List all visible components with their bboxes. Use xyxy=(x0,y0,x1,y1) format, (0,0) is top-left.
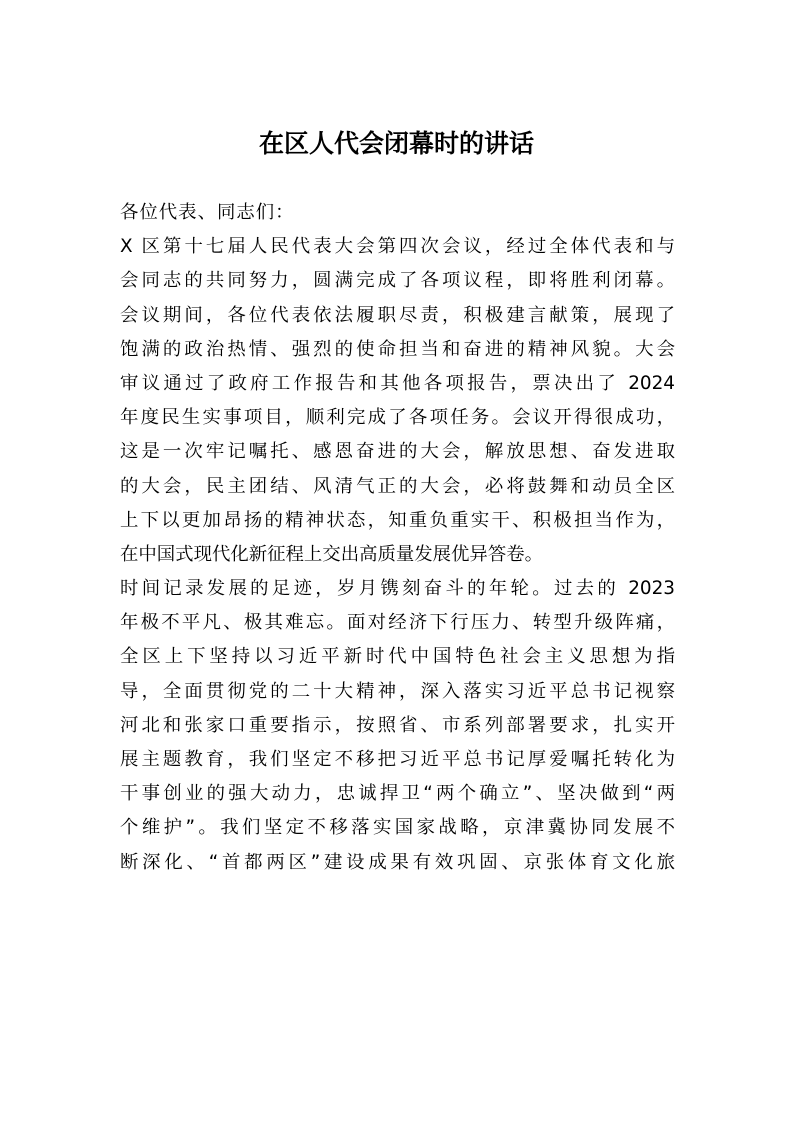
text-line: 干事创业的强大动力，忠诚捍卫“两个确立”、坚决做到“两 xyxy=(120,783,675,805)
text-line: 导，全面贯彻党的二十大精神，深入落实习近平总书记视察 xyxy=(120,680,675,702)
text-line: 在中国式现代化新征程上交出高质量发展优异答卷。 xyxy=(120,543,543,565)
text-line: 会同志的共同努力，圆满完成了各项议程，即将胜利闭幕。 xyxy=(120,270,675,292)
text-line: 的大会，民主团结、风清气正的大会，必将鼓舞和动员全区 xyxy=(120,475,675,497)
text-line: X 区第十七届人民代表大会第四次会议，经过全体代表和与 xyxy=(120,236,675,258)
text-line: 河北和张家口重要指示，按照省、市系列部署要求，扎实开 xyxy=(120,714,675,736)
text-line: 个维护”。我们坚定不移落实国家战略，京津冀协同发展不 xyxy=(120,817,675,839)
text-line: 这是一次牢记嘱托、感恩奋进的大会，解放思想、奋发进取 xyxy=(120,441,675,463)
document-title: 在区人代会闭幕时的讲话 xyxy=(258,129,534,158)
text-line: 断深化、“首都两区”建设成果有效巩固、京张体育文化旅 xyxy=(120,851,675,873)
text-line: 时间记录发展的足迹，岁月镌刻奋斗的年轮。过去的 2023 xyxy=(120,578,675,600)
document-body xyxy=(120,196,675,880)
text-line: 审议通过了政府工作报告和其他各项报告，票决出了 2024 xyxy=(120,372,675,394)
text-line: 年极不平凡、极其难忘。面对经济下行压力、转型升级阵痛， xyxy=(120,612,675,634)
text-line: 展主题教育，我们坚定不移把习近平总书记厚爱嘱托转化为 xyxy=(120,749,675,770)
text-line: 饱满的政治热情、强烈的使命担当和奋进的精神风貌。大会 xyxy=(120,338,675,360)
text-line: 会议期间，各位代表依法履职尽责，积极建言献策，展现了 xyxy=(120,304,675,326)
salutation-line: 各位代表、同志们： xyxy=(120,202,295,223)
text-line: 年度民生实事项目，顺利完成了各项任务。会议开得很成功， xyxy=(120,407,675,429)
text-line: 上下以更加昂扬的精神状态，知重负重实干、积极担当作为， xyxy=(120,509,675,531)
text-line: 全区上下坚持以习近平新时代中国特色社会主义思想为指 xyxy=(120,646,675,668)
